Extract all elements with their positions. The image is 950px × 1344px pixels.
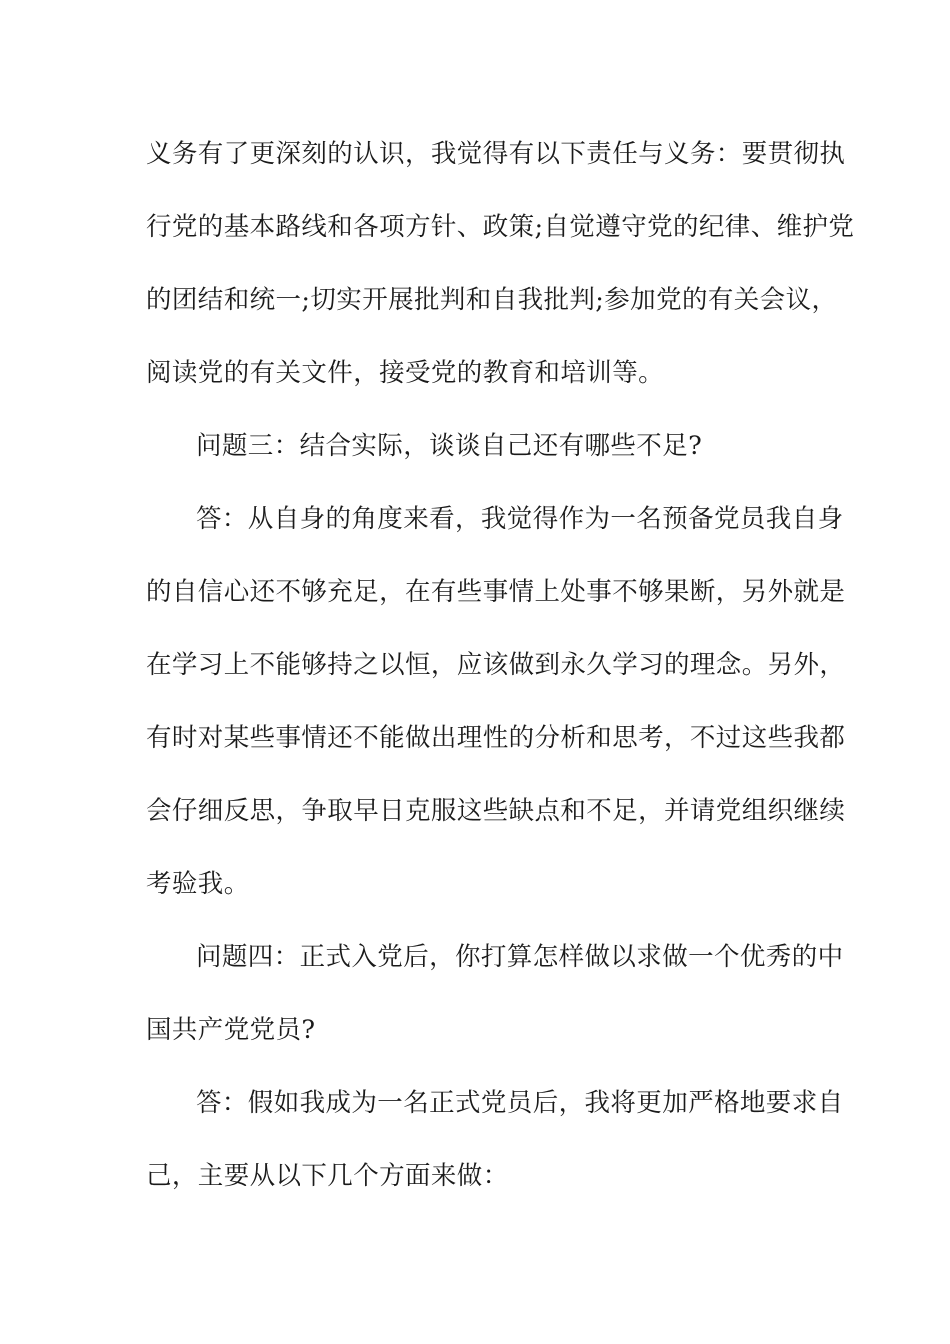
question-heading: 问题四：正式入党后，你打算怎样做以求做一个优秀的中 — [196, 942, 844, 972]
text-line: 的自信心还不够充足，在有些事情上处事不够果断，另外就是 — [146, 577, 846, 607]
answer-line: 答：从自身的角度来看，我觉得作为一名预备党员我自身 — [196, 504, 844, 534]
text-line: 己，主要从以下几个方面来做： — [146, 1161, 509, 1191]
text-line: 会仔细反思，争取早日克服这些缺点和不足，并请党组织继续 — [146, 796, 846, 826]
text-line: 在学习上不能够持之以恒，应该做到永久学习的理念。另外， — [146, 650, 846, 680]
text-line: 行党的基本路线和各项方针、政策;自觉遵守党的纪律、维护党 — [146, 212, 855, 242]
text-line: 阅读党的有关文件，接受党的教育和培训等。 — [146, 358, 665, 388]
text-line: 义务有了更深刻的认识，我觉得有以下责任与义务：要贯彻执 — [146, 139, 846, 169]
text-line: 国共产党党员? — [146, 1015, 316, 1045]
text-line: 考验我。 — [146, 869, 250, 899]
answer-line: 答：假如我成为一名正式党员后，我将更加严格地要求自 — [196, 1088, 844, 1118]
text-line: 有时对某些事情还不能做出理性的分析和思考，不过这些我都 — [146, 723, 846, 753]
question-heading: 问题三：结合实际，谈谈自己还有哪些不足? — [196, 431, 703, 461]
text-line: 的团结和统一;切实开展批判和自我批判;参加党的有关会议， — [146, 285, 838, 315]
